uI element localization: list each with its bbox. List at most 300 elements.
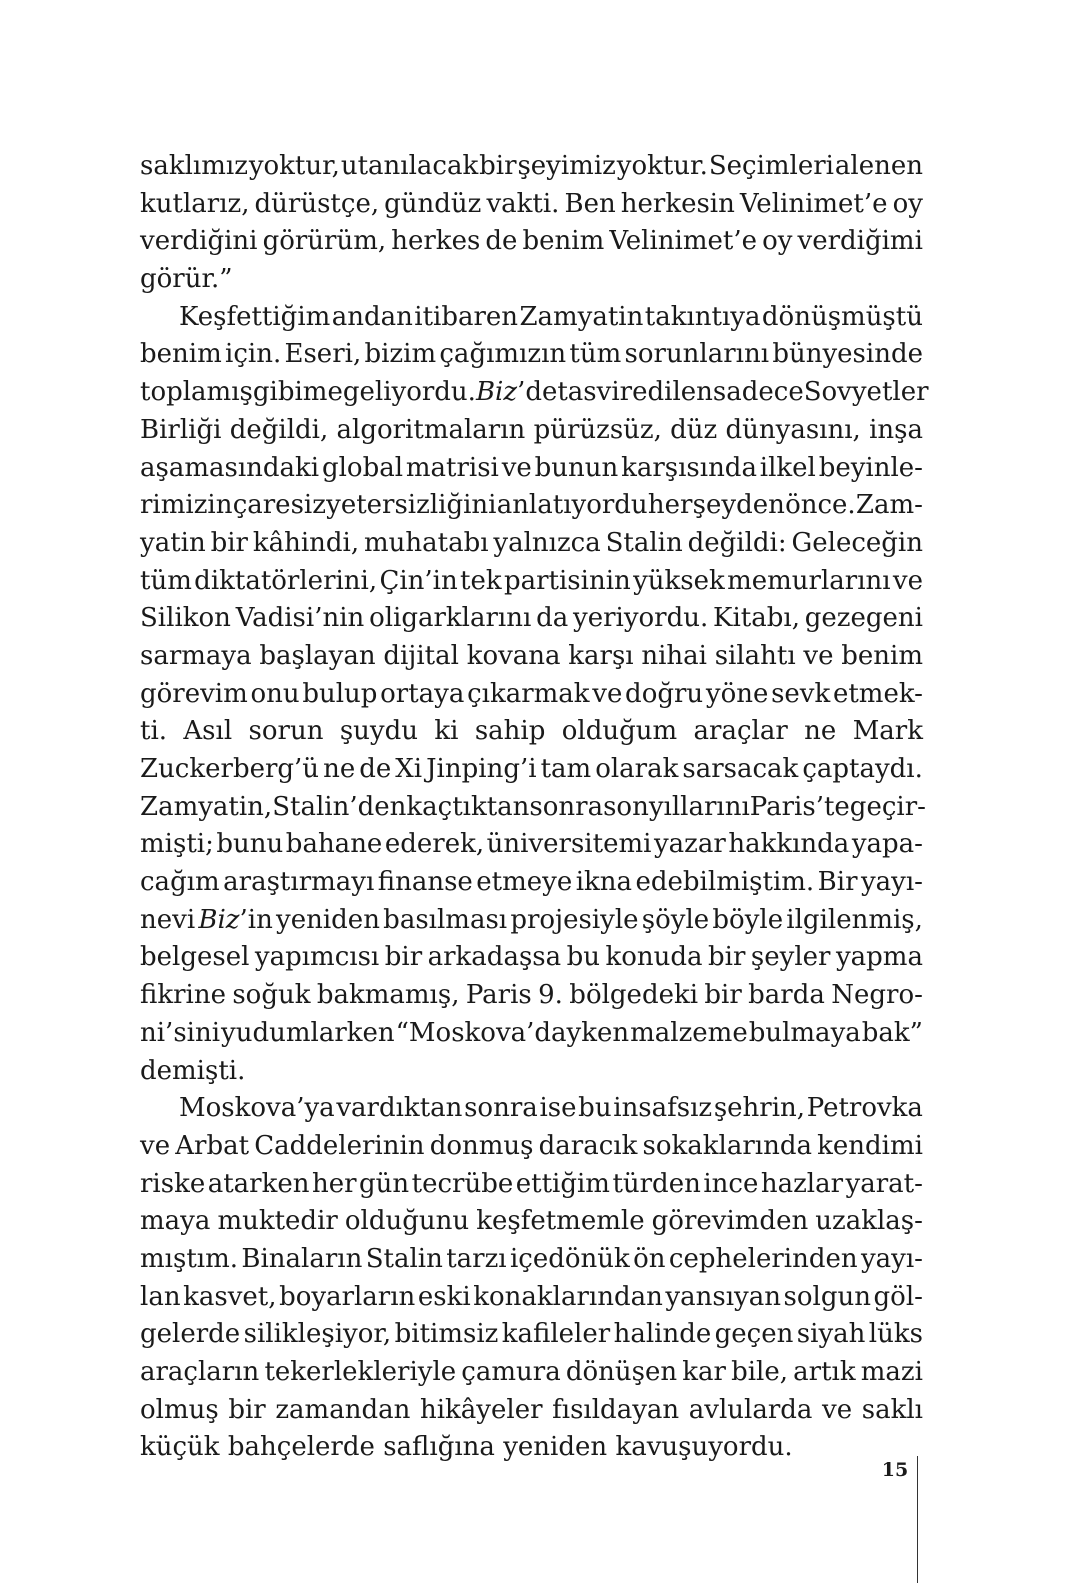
word: de [485,226,518,257]
word: bunu [216,829,284,860]
word: önce. [785,490,856,521]
word: Zamyatin [519,301,644,332]
text-line [140,374,929,412]
word: yıllarını [648,791,750,822]
text-line [140,1128,923,1166]
word: kâhindi, [252,527,360,558]
word: mıştım. [140,1243,238,1274]
word: saklı [861,1394,923,1425]
word: Petrovka [806,1093,923,1124]
word: Kitabı, [713,603,800,634]
word: Velinimet’e [609,226,757,257]
word: gezegeni [804,603,923,634]
word: küçük [140,1432,220,1463]
word: Silikon [140,603,231,634]
text-line [140,1354,923,1392]
word: takıntıya [644,301,761,332]
word: verdiğimi [797,226,923,257]
word: Jinping’i [426,754,537,784]
word: Velinimet’e [739,188,888,219]
word: donmuş [429,1130,534,1161]
word: şeyimiz [517,151,616,181]
word: karşısında [621,452,757,483]
word: saflığına [383,1432,495,1463]
word: Mark [852,716,923,747]
margin-rule [917,1456,918,1583]
text-line [140,713,923,751]
word: bahçelerde [227,1432,375,1463]
word: ince [703,1168,759,1199]
word: bu [578,1093,612,1124]
word: bir [228,1394,266,1425]
word: araştırmayı [223,867,375,898]
word: çaptaydı. [802,754,923,784]
word: görevimden [651,1206,809,1237]
word: olarak [595,754,679,784]
word: ve [501,452,532,483]
text-line [140,186,923,224]
word: Asıl [183,716,233,747]
word: Biz’de [476,374,557,412]
word: tüm [140,565,192,596]
word: kovana [466,640,561,671]
word: konaklarından [473,1281,663,1312]
word: nihai [641,640,707,671]
word: ve [822,1394,853,1425]
word: vardıktan [336,1093,463,1124]
word: silikleşiyor, [243,1319,392,1350]
word: utanılacak [340,151,479,181]
word: şuydu [339,716,418,747]
word: bile, [731,1357,789,1387]
word: belgesel [140,942,250,973]
word: kar [682,1357,726,1387]
word: vakti. [486,188,560,219]
word: herkesin [620,188,735,219]
word: olduğum [561,716,678,747]
word: sarsacak [682,754,799,784]
word: Stalin’den [272,791,407,822]
text-line [140,525,923,563]
word: mazi [860,1357,923,1387]
word: araçların [140,1357,260,1387]
word: tek [460,565,502,596]
word: 9. [538,980,563,1011]
word: yeriyordu. [573,603,709,634]
word: silahtı [714,640,796,671]
word: gelerde [140,1319,241,1350]
word: ise [539,1093,577,1124]
word: bitimsiz [394,1319,499,1350]
word: çaresiz [232,490,326,521]
word: Zamyatin, [140,791,273,822]
word: dönüşmüştü [761,301,923,332]
word: muktedir [217,1206,338,1237]
word: avlularda [688,1394,813,1425]
word: soğuk [232,980,311,1011]
word: oligarklarını [369,603,532,634]
word: şeyler [750,942,831,973]
word: yazar [653,829,726,860]
word: fikrine [140,980,226,1011]
text-line [140,1053,923,1091]
word: Stalin [605,527,683,558]
word: geçen [714,1319,794,1350]
word: Vadisi’nin [235,603,365,634]
word: yayı- [860,1243,923,1274]
word: her [647,490,693,521]
page-number: 15 [881,1459,909,1481]
word: Keşfettiğim [179,301,331,332]
word: bir [210,527,248,558]
word: basılması [383,904,508,935]
word: Biz’in [198,902,272,940]
word: bahane [285,829,383,860]
word: Xi [395,754,423,784]
word: global [321,452,404,483]
text-line [140,1429,923,1467]
word: yeniden [503,1432,608,1463]
word: yeniden [276,904,380,935]
word: inşa [869,414,923,445]
word: olmuş [140,1394,219,1425]
word: dürüstçe, [254,188,380,219]
word: ilkel [759,452,816,483]
word: demişti. [140,1055,246,1086]
text-line [140,600,923,638]
text-line [140,563,923,601]
word: çıkarmak [467,678,590,709]
word: bizim [364,339,437,370]
word: yapa- [851,829,923,860]
word: atarken [207,1168,310,1199]
word: bir [708,942,746,973]
word: cephelerinden [668,1243,858,1274]
text-line [140,977,923,1015]
word: sokaklarında [642,1130,812,1161]
word: riske [140,1168,206,1199]
text-line [140,1241,923,1279]
word: yayı- [860,867,923,898]
word: “Moskova’dayken [395,1017,630,1048]
word: eski [417,1281,471,1312]
word: bakmamış, [316,980,460,1011]
word: bir [384,942,423,973]
word: pürüzsüz, [533,414,662,445]
text-line [140,789,926,827]
word: de [359,754,392,784]
word: görevim [140,678,248,709]
word: andan [331,301,413,332]
word: yudumlarken [221,1017,395,1048]
word: yapımcısı [254,942,380,973]
word: nevi [140,904,196,935]
word: için. [225,339,282,370]
word: barda [748,980,825,1011]
word: etmek- [832,678,923,709]
word: türden [612,1168,701,1199]
word: kendimi [817,1130,923,1161]
text-line [140,826,923,864]
word: saklımız [140,151,248,181]
word: yarat- [845,1168,923,1199]
word: yapma [835,942,923,973]
word: ve [892,565,923,596]
word: bir [479,151,517,181]
word: Arbat [175,1130,250,1161]
word: karşı [568,640,634,671]
word: kaçtıktan [406,791,530,822]
word: ve [140,1130,171,1161]
word: bak” [861,1017,923,1048]
word: onu [250,678,300,709]
word: uzaklaş- [815,1206,923,1237]
word: benim [522,226,605,257]
word: Çin’in [379,565,458,596]
word: hazlar [760,1168,844,1199]
text-line [140,223,923,261]
word: dijital [383,640,459,671]
word: sorun [248,716,324,747]
word: olduğunu [344,1206,470,1237]
word: tecrübe [411,1168,514,1199]
word: üniversitemi [486,829,652,860]
word: sarmaya [140,640,252,671]
word: ön [633,1243,666,1274]
word: ti. [140,716,168,747]
word: kutlarız, [140,188,250,219]
word: oy [892,188,923,219]
text-line [140,939,923,977]
word: zamandan [275,1394,411,1425]
word: bunun [534,452,619,483]
word: çamura [461,1357,561,1387]
word: ilgilenmiş, [786,904,923,935]
word: sahip [474,716,546,747]
word: anlatıyordu [496,490,648,521]
text-line [140,261,923,299]
body-text [140,148,929,1467]
word: ve [803,640,834,671]
word: insafsız [613,1093,713,1124]
word: bulmaya [748,1017,861,1048]
word: doğru [625,678,704,709]
word: itibaren [414,301,519,332]
word: şeyden [692,490,785,521]
word: muhatabı [363,527,489,558]
word: içedönük [509,1243,630,1274]
word: memurlarını [727,565,891,596]
word: Sovyetler [803,377,929,408]
word: bölgedeki [569,980,699,1011]
word: Binaların [241,1243,363,1274]
word: ne [804,716,837,747]
word: lüks [868,1319,923,1350]
text-line [140,412,923,450]
word: malzeme [630,1017,748,1048]
word: sonra [529,791,604,822]
word: aşamasındaki [140,452,320,483]
word: Zuckerberg’ü [140,754,320,784]
text-line [140,902,923,940]
text-line [140,1279,923,1317]
word: toplamış [140,377,253,408]
text-line [140,1316,923,1354]
text-line [140,336,923,374]
word: sevk [771,678,831,709]
text-line [140,1166,923,1204]
word: ettiğim [515,1168,610,1199]
word: yoktur. [616,151,708,181]
word: dünyasını, [725,414,861,445]
word: siyah [796,1319,866,1350]
word: hakkında [728,829,850,860]
word: düz [670,414,718,445]
word: tarzı [446,1243,507,1274]
word: Bir [817,867,858,898]
word: verdiğini [140,226,258,257]
word: lan [140,1281,181,1312]
word: partisinin [503,565,631,596]
word: Paris’te [749,791,850,822]
word: geliyordu. [342,377,476,408]
word: edebilmiştim. [635,867,815,898]
word: görürüm, [262,226,387,257]
word: herkes [391,226,481,257]
word: bir [704,980,742,1011]
word: oy [762,226,793,257]
word: göl- [873,1281,923,1312]
word: Eseri, [284,339,362,370]
word: benim [841,640,923,671]
word: dönüşen [565,1357,678,1387]
word: gün [359,1168,410,1199]
word: şehrin, [713,1093,806,1124]
text-line [140,1392,923,1430]
word: Zam- [855,490,923,521]
word: konuda [605,942,703,973]
word: da [536,603,569,634]
word: gibime [252,377,343,408]
word: sadece [712,377,804,408]
word: değildi, [229,414,329,445]
word: ederek, [384,829,485,860]
word: ikna [575,867,633,898]
text-line [140,638,923,676]
word: rimizin [140,490,233,521]
word: finanse [377,867,473,898]
word: keşfetmemle [476,1206,645,1237]
word: ne [323,754,356,784]
word: başlayan [259,640,376,671]
italic-title: Biz [475,377,518,408]
word: kasvet, [183,1281,277,1312]
text-line [140,1015,923,1053]
word: ve [592,678,623,709]
word: Ben [564,188,616,219]
word: bu [566,942,601,973]
word: böyle [712,904,784,935]
word: projesiyle [510,904,639,935]
word: tam [540,754,592,784]
word: mişti; [140,829,214,860]
text-line [140,676,923,714]
word: bünyesinde [772,339,923,370]
word: şöyle [641,904,710,935]
word: boyarların [279,1281,416,1312]
word: Moskova’ya [179,1093,335,1124]
word: yalnızca [493,527,601,558]
word: gündüz [384,188,482,219]
word: alenen [834,151,923,181]
text-line [140,450,923,488]
word: çağımızın [439,339,567,370]
word: Stalin [365,1243,443,1274]
word: yetersizliğini [326,490,497,521]
word: tasvir [557,377,633,408]
word: Caddelerinin [254,1130,425,1161]
word: görür.” [140,264,233,295]
word: yansıyan [665,1281,781,1312]
word: Negro- [831,980,923,1011]
word: yüksek [633,565,725,596]
text-line [140,299,923,337]
word: cağım [140,867,220,898]
word: halinde [613,1319,712,1350]
word: her [311,1168,357,1199]
word: yoktur, [248,151,340,181]
word: kafileler [501,1319,611,1350]
word: bulup [302,678,378,709]
word: yöne [705,678,769,709]
word: maya [140,1206,211,1237]
word: tüm [569,339,622,370]
word: Birliği [140,414,222,445]
word: edilen [632,377,713,408]
word: Paris [465,980,532,1011]
word: fısıldayan [552,1394,680,1425]
word: araçlar [693,716,788,747]
word: son [603,791,649,822]
word: ni’sini [140,1017,221,1048]
word: Geleceğin [791,527,923,558]
word: ortaya [380,678,465,709]
text-line [140,751,923,789]
word: ki [434,716,459,747]
word: benim [140,339,222,370]
word: matrisi [405,452,499,483]
word: yatin [140,527,206,558]
word: değildi: [687,527,787,558]
word: tekerlekleriyle [264,1357,457,1387]
word: hikâyeler [419,1394,543,1425]
word: diktatörlerini, [194,565,378,596]
word: etmeye [476,867,573,898]
word: daracık [538,1130,638,1161]
text-line [140,1203,923,1241]
word: beyinle- [818,452,923,483]
word: sorunlarını [624,339,770,370]
word: algoritmaların [336,414,526,445]
word: solgun [783,1281,871,1312]
word: geçir- [849,791,926,822]
word: sonra [464,1093,538,1124]
italic-title: Biz [198,904,240,935]
word: kavuşuyordu. [615,1432,793,1463]
word: artık [793,1357,856,1387]
word: Seçimleri [708,151,834,181]
text-line [140,1090,923,1128]
